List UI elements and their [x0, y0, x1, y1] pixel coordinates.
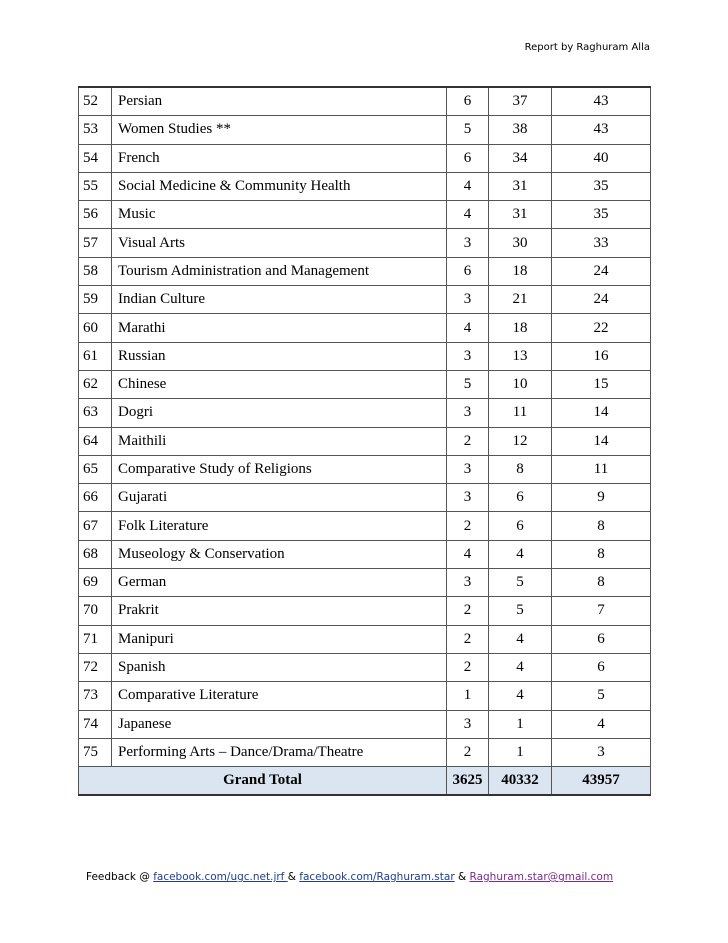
subject-name: Maithili — [112, 427, 447, 455]
row-total: 40 — [552, 144, 651, 172]
footer-separator: & — [454, 871, 470, 883]
count-a: 3 — [447, 484, 489, 512]
subject-name: German — [112, 569, 447, 597]
row-total: 14 — [552, 427, 651, 455]
row-total: 43 — [552, 87, 651, 116]
row-total: 6 — [552, 625, 651, 653]
footer-prefix: Feedback @ — [86, 871, 154, 883]
row-total: 33 — [552, 229, 651, 257]
count-a: 4 — [447, 314, 489, 342]
subject-name: Tourism Administration and Management — [112, 257, 447, 285]
row-total: 15 — [552, 370, 651, 398]
table-row — [79, 286, 651, 314]
count-b: 13 — [489, 342, 552, 370]
count-a: 2 — [447, 653, 489, 681]
count-a: 2 — [447, 738, 489, 766]
subject-name: Comparative Literature — [112, 682, 447, 710]
table-row — [79, 710, 651, 738]
subject-name: Comparative Study of Religions — [112, 455, 447, 483]
count-a: 4 — [447, 540, 489, 568]
row-number: 64 — [79, 427, 112, 455]
row-number: 71 — [79, 625, 112, 653]
facebook-page-link[interactable]: facebook.com/ugc.net.jrf — [153, 871, 288, 883]
table-row — [79, 257, 651, 285]
count-b: 30 — [489, 229, 552, 257]
subject-name: Japanese — [112, 710, 447, 738]
count-a: 3 — [447, 229, 489, 257]
grand-total-b: 40332 — [489, 767, 552, 796]
row-total: 24 — [552, 286, 651, 314]
table-row — [79, 427, 651, 455]
subject-name: Dogri — [112, 399, 447, 427]
count-a: 2 — [447, 427, 489, 455]
subject-name: Women Studies ** — [112, 116, 447, 144]
grand-total-label: Grand Total — [79, 767, 447, 796]
count-b: 8 — [489, 455, 552, 483]
grand-total-row — [79, 767, 651, 796]
table-row — [79, 455, 651, 483]
count-b: 31 — [489, 201, 552, 229]
row-total: 16 — [552, 342, 651, 370]
row-number: 65 — [79, 455, 112, 483]
table-row — [79, 569, 651, 597]
count-b: 10 — [489, 370, 552, 398]
row-number: 55 — [79, 172, 112, 200]
table-row — [79, 540, 651, 568]
grand-total-a: 3625 — [447, 767, 489, 796]
table-row — [79, 484, 651, 512]
row-total: 3 — [552, 738, 651, 766]
subject-name: French — [112, 144, 447, 172]
count-a: 5 — [447, 116, 489, 144]
table-row — [79, 314, 651, 342]
count-b: 6 — [489, 484, 552, 512]
subject-name: Social Medicine & Community Health — [112, 172, 447, 200]
row-total: 8 — [552, 569, 651, 597]
subject-table-body — [79, 87, 651, 795]
row-number: 68 — [79, 540, 112, 568]
row-total: 7 — [552, 597, 651, 625]
table-row — [79, 512, 651, 540]
subject-name: Music — [112, 201, 447, 229]
grand-total-sum: 43957 — [552, 767, 651, 796]
row-number: 72 — [79, 653, 112, 681]
count-b: 1 — [489, 738, 552, 766]
row-number: 66 — [79, 484, 112, 512]
subject-name: Gujarati — [112, 484, 447, 512]
table-row — [79, 653, 651, 681]
count-a: 2 — [447, 625, 489, 653]
table-row — [79, 201, 651, 229]
facebook-profile-link[interactable]: facebook.com/Raghuram.star — [299, 871, 455, 883]
table-row — [79, 116, 651, 144]
subject-name: Russian — [112, 342, 447, 370]
table-row — [79, 229, 651, 257]
count-a: 3 — [447, 569, 489, 597]
count-a: 3 — [447, 286, 489, 314]
email-link[interactable]: Raghuram.star@gmail.com — [469, 871, 614, 883]
count-a: 3 — [447, 399, 489, 427]
count-a: 4 — [447, 201, 489, 229]
row-number: 60 — [79, 314, 112, 342]
table-row — [79, 342, 651, 370]
row-number: 67 — [79, 512, 112, 540]
subject-name: Performing Arts – Dance/Drama/Theatre — [112, 738, 447, 766]
subject-name: Persian — [112, 87, 447, 116]
count-a: 6 — [447, 257, 489, 285]
row-total: 8 — [552, 540, 651, 568]
row-total: 8 — [552, 512, 651, 540]
subject-name: Folk Literature — [112, 512, 447, 540]
row-number: 61 — [79, 342, 112, 370]
count-b: 4 — [489, 653, 552, 681]
row-number: 62 — [79, 370, 112, 398]
row-number: 53 — [79, 116, 112, 144]
row-total: 14 — [552, 399, 651, 427]
count-a: 3 — [447, 710, 489, 738]
row-number: 75 — [79, 738, 112, 766]
count-a: 3 — [447, 342, 489, 370]
table-row — [79, 682, 651, 710]
count-a: 5 — [447, 370, 489, 398]
row-total: 9 — [552, 484, 651, 512]
subject-name: Museology & Conservation — [112, 540, 447, 568]
row-total: 35 — [552, 201, 651, 229]
row-total: 43 — [552, 116, 651, 144]
count-a: 6 — [447, 87, 489, 116]
row-total: 6 — [552, 653, 651, 681]
count-b: 18 — [489, 314, 552, 342]
row-number: 74 — [79, 710, 112, 738]
count-a: 2 — [447, 597, 489, 625]
table-row — [79, 625, 651, 653]
subject-name: Chinese — [112, 370, 447, 398]
count-b: 37 — [489, 87, 552, 116]
subject-name: Manipuri — [112, 625, 447, 653]
count-b: 4 — [489, 682, 552, 710]
count-b: 4 — [489, 625, 552, 653]
row-total: 22 — [552, 314, 651, 342]
row-number: 58 — [79, 257, 112, 285]
row-number: 56 — [79, 201, 112, 229]
row-number: 63 — [79, 399, 112, 427]
subject-name: Spanish — [112, 653, 447, 681]
count-b: 18 — [489, 257, 552, 285]
table-row — [79, 738, 651, 766]
count-b: 5 — [489, 597, 552, 625]
row-number: 59 — [79, 286, 112, 314]
count-b: 21 — [489, 286, 552, 314]
row-total: 11 — [552, 455, 651, 483]
page-footer — [86, 871, 613, 883]
table-row — [79, 144, 651, 172]
count-b: 4 — [489, 540, 552, 568]
count-a: 6 — [447, 144, 489, 172]
count-b: 34 — [489, 144, 552, 172]
row-number: 57 — [79, 229, 112, 257]
count-b: 38 — [489, 116, 552, 144]
table-row — [79, 172, 651, 200]
row-total: 4 — [552, 710, 651, 738]
count-b: 12 — [489, 427, 552, 455]
table-row — [79, 87, 651, 116]
row-number: 69 — [79, 569, 112, 597]
footer-separator: & — [287, 871, 300, 883]
count-b: 1 — [489, 710, 552, 738]
count-b: 11 — [489, 399, 552, 427]
row-total: 24 — [552, 257, 651, 285]
count-a: 2 — [447, 512, 489, 540]
subject-name: Indian Culture — [112, 286, 447, 314]
row-number: 70 — [79, 597, 112, 625]
count-b: 31 — [489, 172, 552, 200]
row-number: 52 — [79, 87, 112, 116]
table-row — [79, 399, 651, 427]
page-header: Report by Raghuram Alla — [524, 42, 650, 53]
row-number: 73 — [79, 682, 112, 710]
subject-name: Visual Arts — [112, 229, 447, 257]
count-a: 4 — [447, 172, 489, 200]
count-b: 5 — [489, 569, 552, 597]
subject-table — [78, 86, 651, 796]
table-row — [79, 597, 651, 625]
subject-name: Prakrit — [112, 597, 447, 625]
count-b: 6 — [489, 512, 552, 540]
row-number: 54 — [79, 144, 112, 172]
count-a: 3 — [447, 455, 489, 483]
row-total: 35 — [552, 172, 651, 200]
table-row — [79, 370, 651, 398]
row-total: 5 — [552, 682, 651, 710]
subject-name: Marathi — [112, 314, 447, 342]
count-a: 1 — [447, 682, 489, 710]
